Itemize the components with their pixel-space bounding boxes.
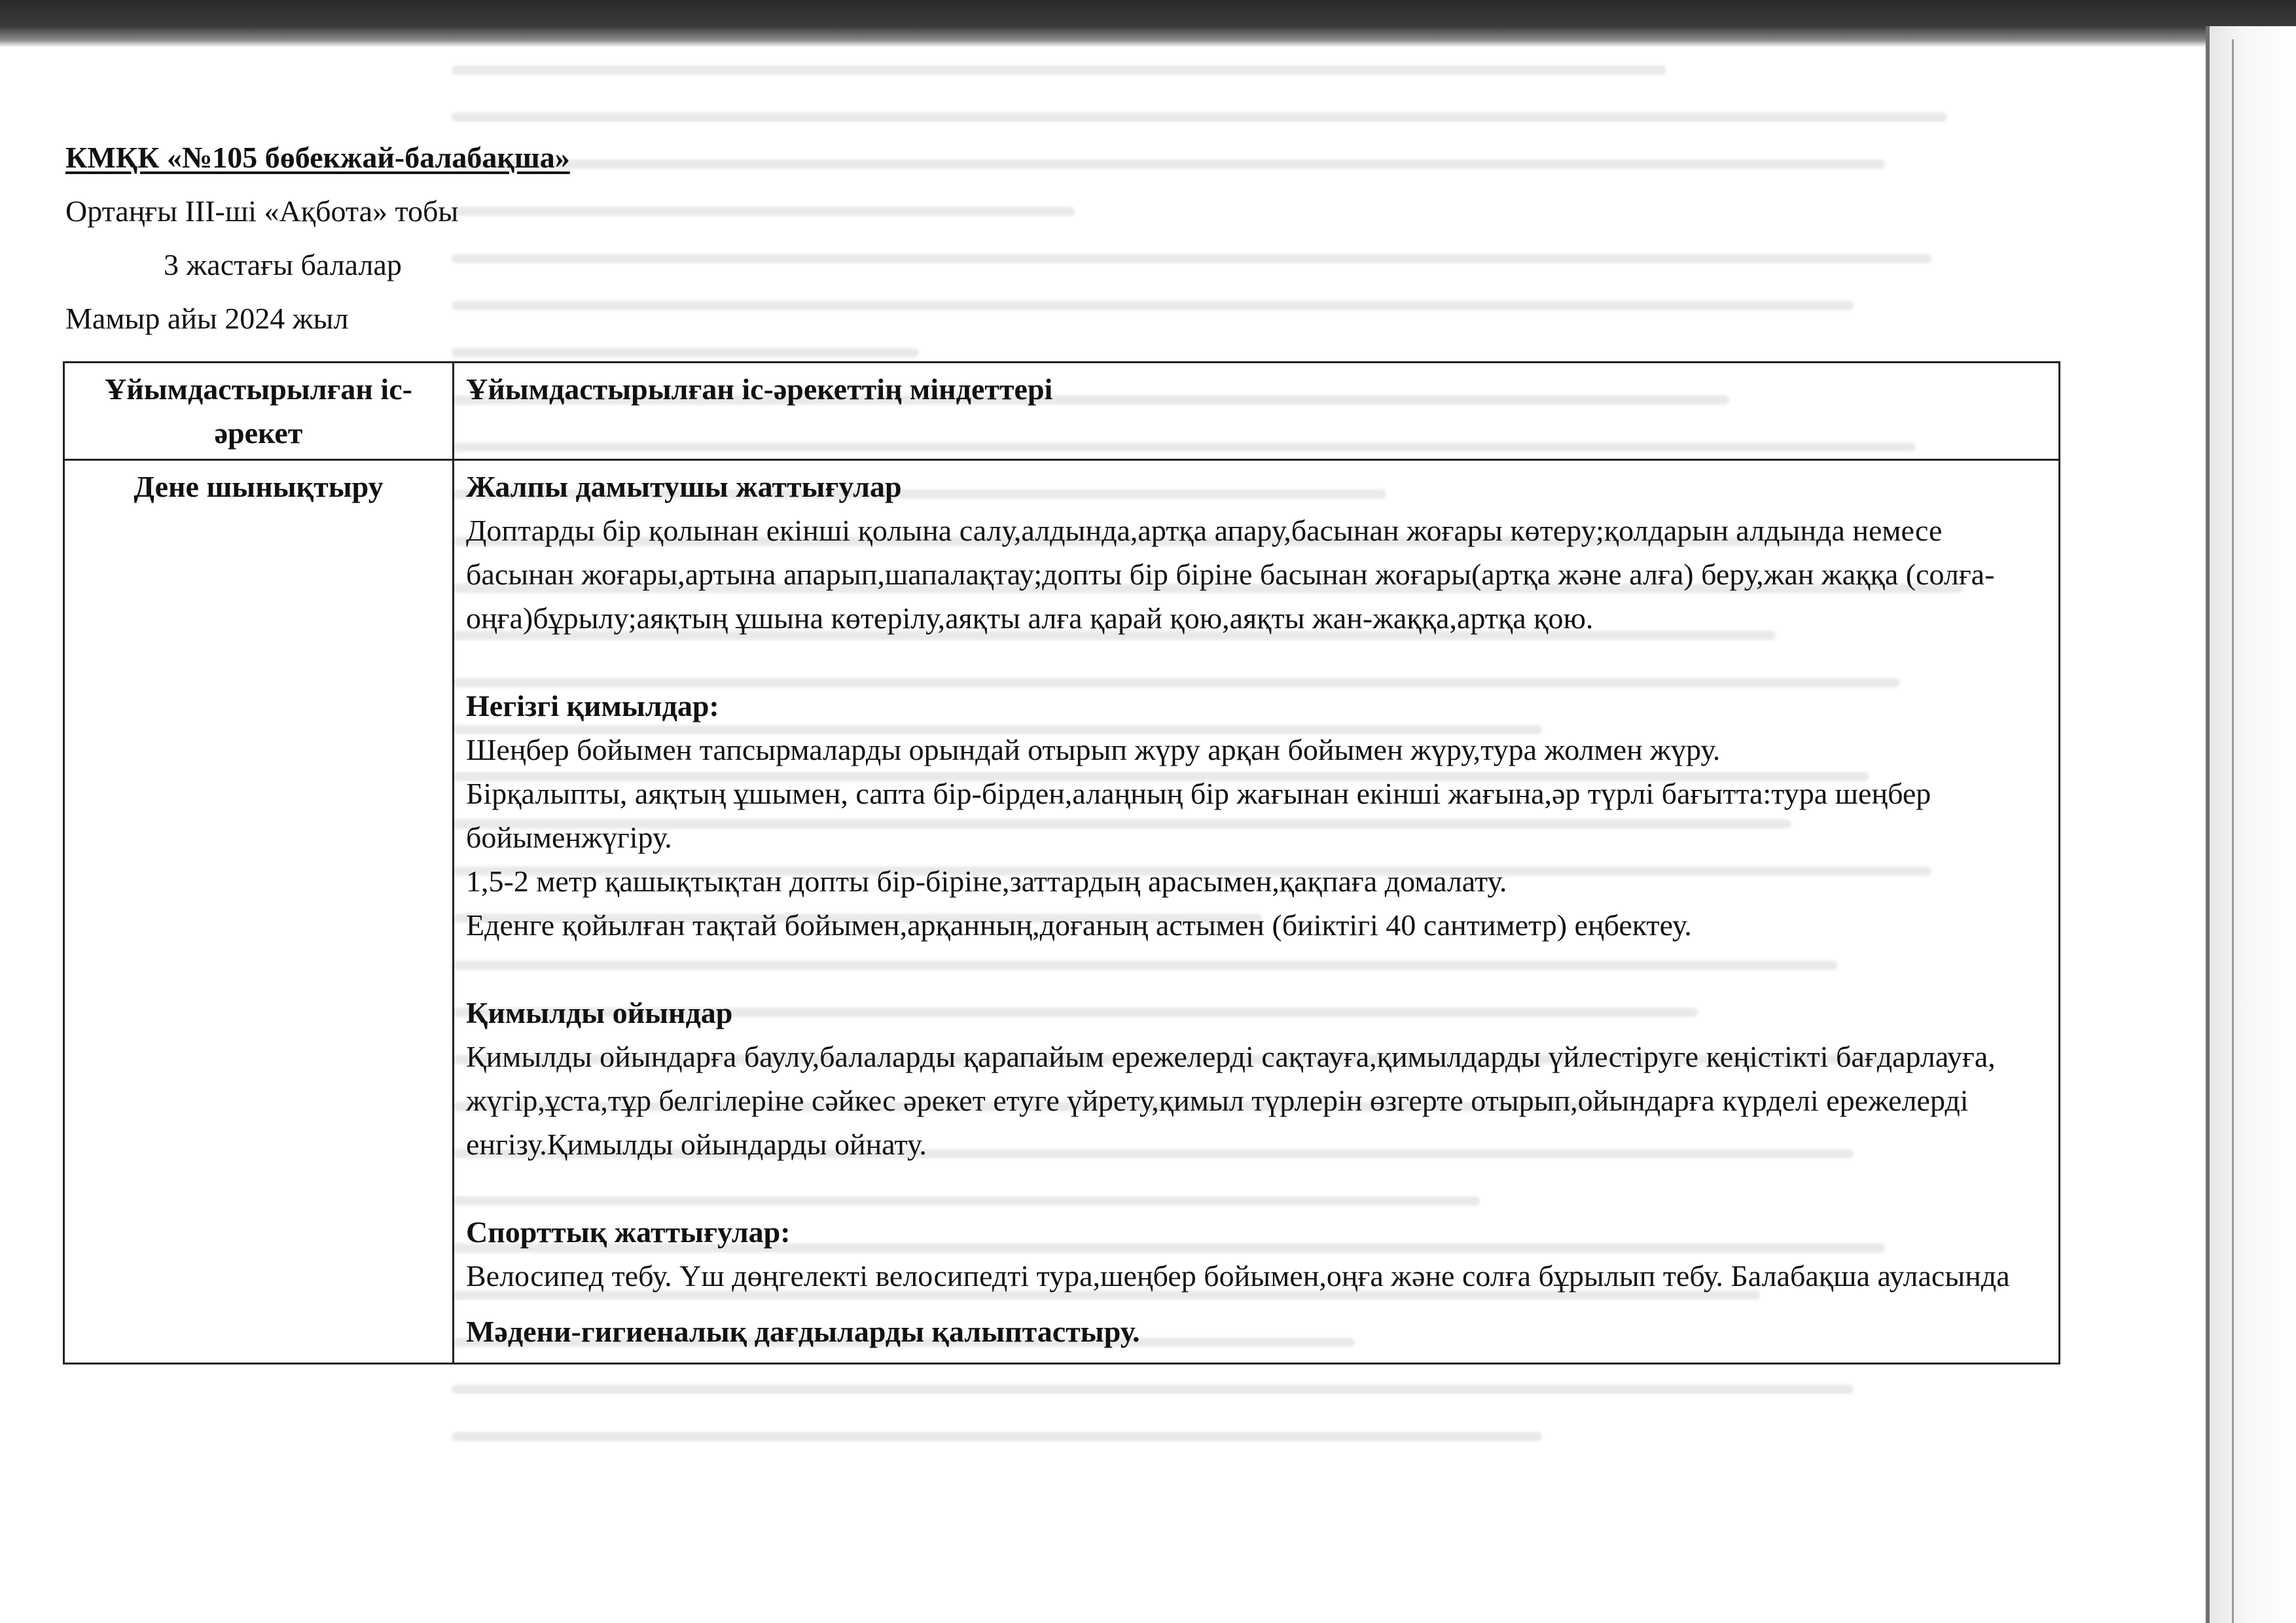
curriculum-table <box>63 361 2060 1364</box>
document-header <box>65 131 570 346</box>
section-basic-movements <box>466 684 2047 947</box>
age-group: 3 жастағы балалар <box>164 248 402 281</box>
section-hygiene-skills <box>466 1310 2047 1353</box>
section-paragraph: 1,5-2 метр қашықтықтан допты бір-біріне,заттардың арасымен,қақпаға домалату. <box>466 865 1507 898</box>
section-general-exercises <box>466 465 2047 640</box>
organization-name: КМҚК «№105 бөбекжай-балабақша» <box>65 141 570 174</box>
section-title: Жалпы дамытушы жаттығулар <box>466 470 902 503</box>
section-paragraph: Еденге қойылған тақтай бойымен,арқанның,доғаның астымен (биіктігі 40 сантиметр) еңбектеу. <box>466 908 1692 942</box>
header-tasks: Ұйымдастырылған іс-әрекеттің міндеттері <box>454 363 2060 460</box>
spacer <box>466 640 2047 684</box>
section-title: Негізгі қимылдар: <box>466 689 719 722</box>
section-paragraph: Велосипед тебу. Үш дөңгелекті велосипедті тура,шеңбер бойымен,оңға және солға бұрылып тебу. Балабақша ауласында <box>466 1259 2010 1293</box>
activity-cell: Дене шынықтыру <box>64 460 454 1364</box>
page-edge-shadow <box>2206 26 2210 1623</box>
section-paragraph: Доптарды бір қолынан екінші қолына салу,алдында,артқа апару,басынан жоғары көтеру;қолдарын алдында немесе басынан жоғары,артына апарып,шапалақтау;допты бір біріне басынан жоғары(артқа және алға) беру,жан жаққа (солға- оңға)бұрылу;аяқтың ұшына көтерілу,аяқты алға қарай қою,аяқты жан-жаққа,артқа қою. <box>466 514 1995 635</box>
section-paragraph: Шеңбер бойымен тапсырмаларды орындай отырып жүру арқан бойымен жүру,тура жолмен жүру. <box>466 733 1721 766</box>
period: Мамыр айы 2024 жыл <box>65 302 349 335</box>
section-paragraph: Бірқалыпты, аяқтың ұшымен, сапта бір-бірден,алаңның бір жағынан екінші жағына,әр түрлі бағытта:тура шеңбер бойыменжүгіру. <box>466 777 1931 854</box>
tasks-cell <box>454 460 2060 1364</box>
group-name: Ортаңғы ІІІ-ші «Ақбота» тобы <box>65 194 459 228</box>
section-title: Мәдени-гигиеналық дағдыларды қалыптастыру. <box>466 1315 1140 1348</box>
spacer <box>466 1166 2047 1210</box>
scan-top-border <box>0 0 2296 47</box>
header-activity: Ұйымдастырылған іс-әрекет <box>64 363 454 460</box>
spacer <box>466 1298 2047 1310</box>
section-title: Спорттық жаттығулар: <box>466 1215 791 1249</box>
page-edge-shadow-2 <box>2232 39 2234 1623</box>
underlying-page <box>2210 26 2296 1623</box>
section-title: Қимылды ойындар <box>466 996 733 1029</box>
section-movement-games <box>466 991 2047 1166</box>
section-paragraph: Қимылды ойындарға баулу,балаларды қарапайым ережелерді сақтауға,қимылдарды үйлестіруге кеңістікті бағдарлауға, жүгір,ұста,тұр белгілеріне сәйкес әрекет етуге үйрету,қимыл түрлерін өзгерте отырып,ойындарға күрделі ережелерді енгізу.Қимылды ойындарды ойнату. <box>466 1040 1996 1161</box>
table-header-row <box>64 363 2060 460</box>
table-row <box>64 460 2060 1364</box>
section-sport-exercises <box>466 1210 2047 1298</box>
spacer <box>466 947 2047 991</box>
